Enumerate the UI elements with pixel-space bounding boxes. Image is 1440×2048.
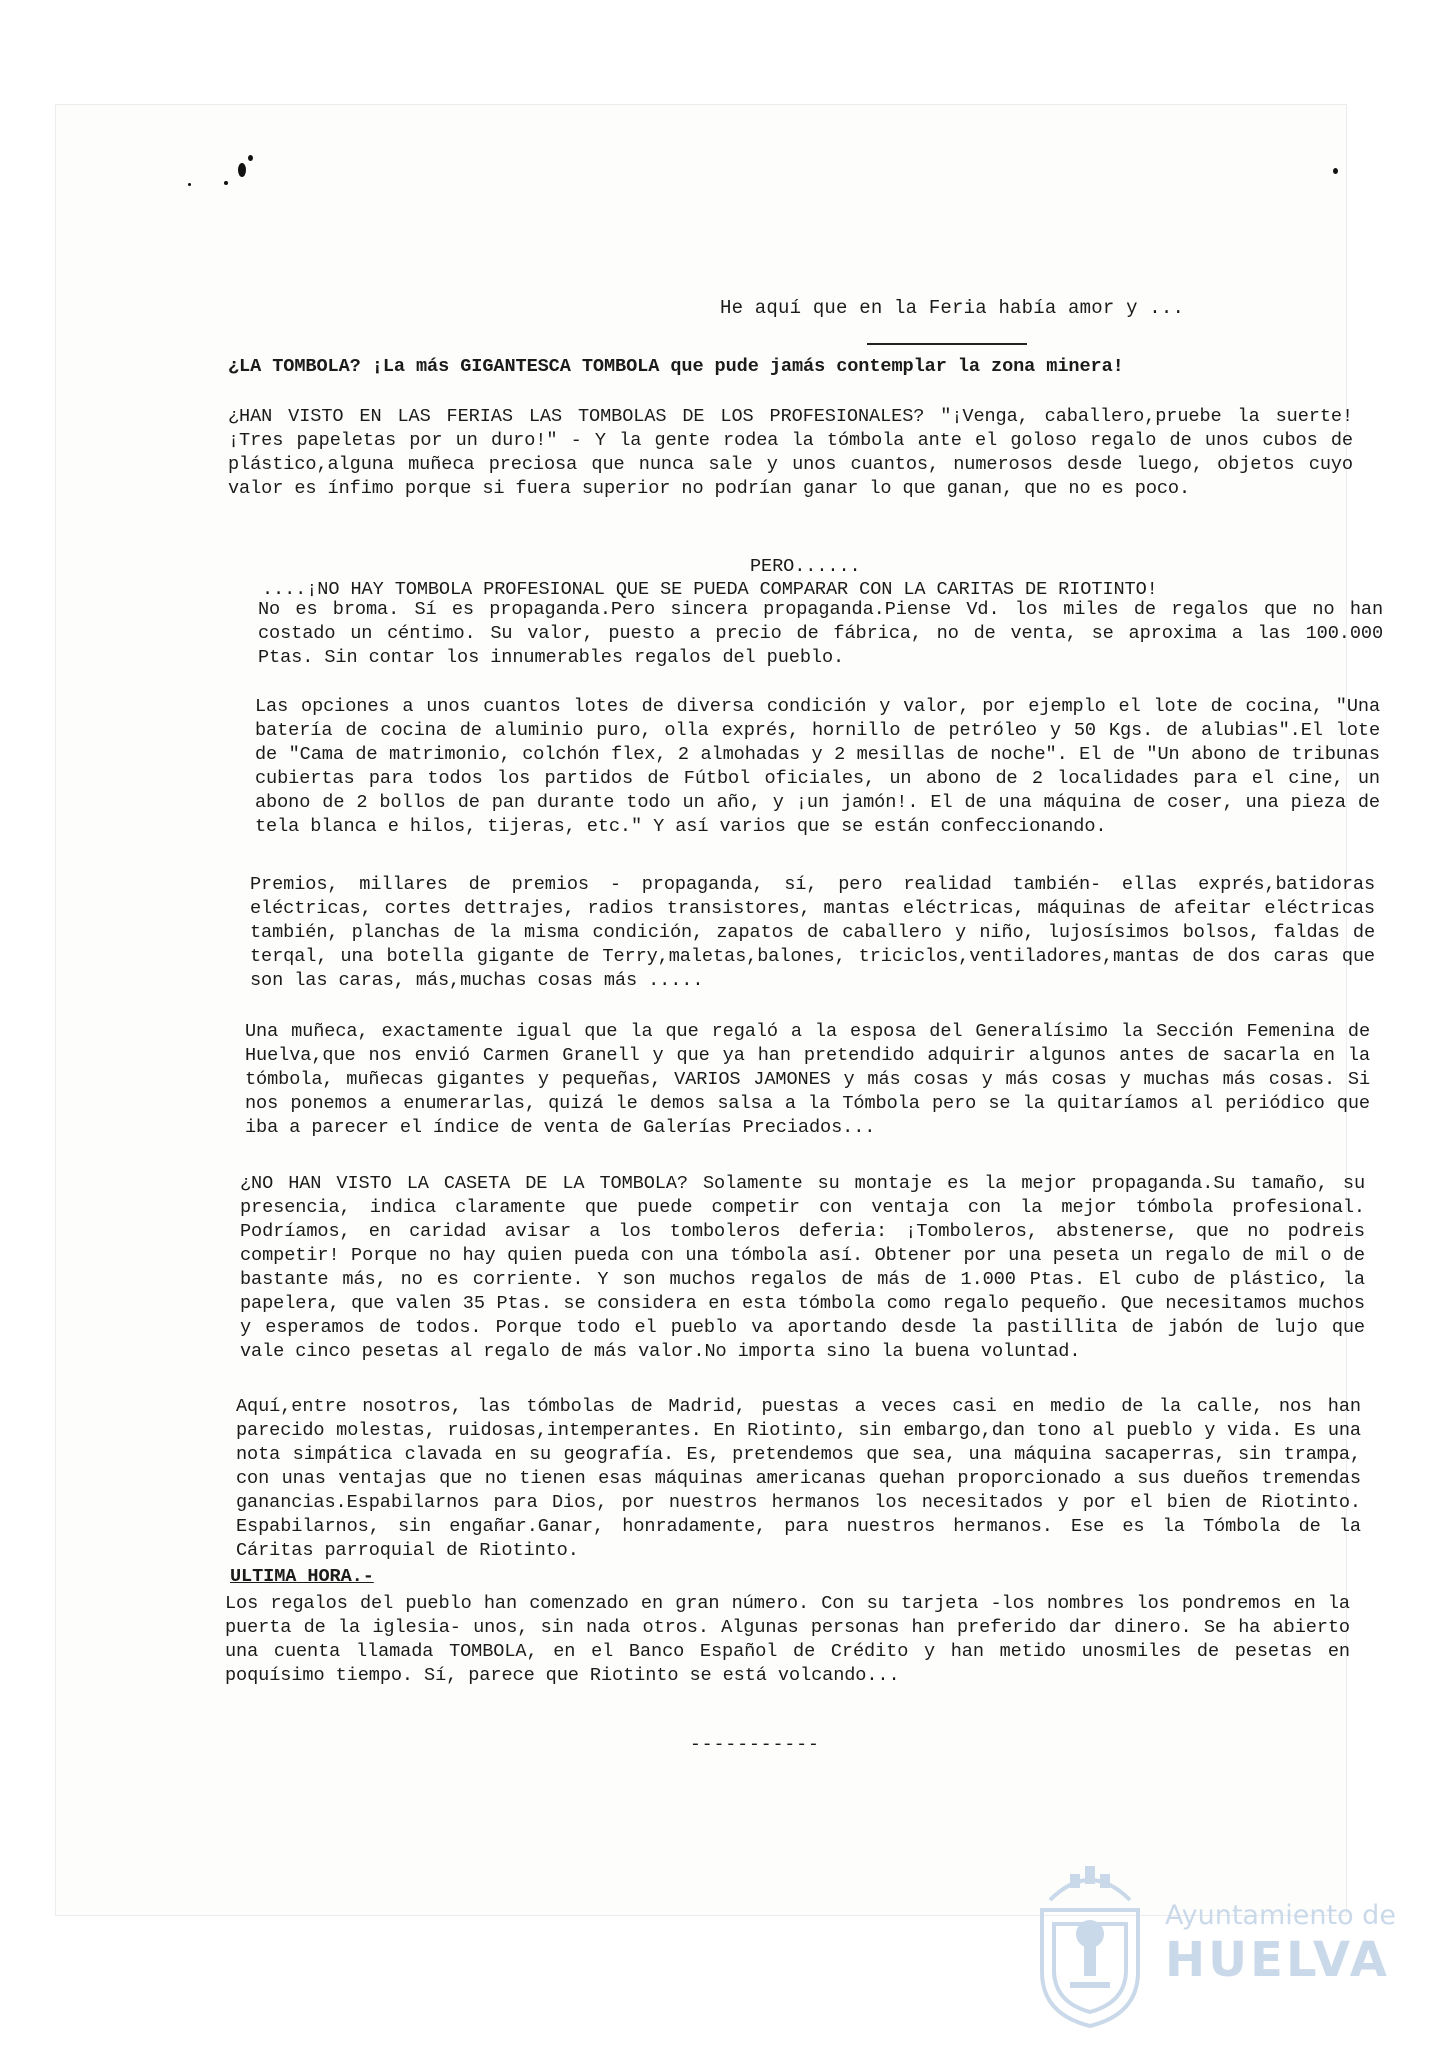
paragraph-muneca: Una muñeca, exactamente igual que la que regaló a la esposa del Generalísimo la Sección Femenina de Huelva,que nos envió Carmen Granell y que ya han pretendido adquirir algunos antes de sacarla en la tómbola, muñecas gigantes y pequeñas, VARIOS JAMONES y más cosas y más cosas y muchas más cosas. Si nos ponemos a enumerarlas, quizá le demos salsa a la Tómbola pero se la quitaríamos al periódico que iba a parecer el índice de venta de Galerías Preciados... [245,1021,1370,1138]
end-mark: ----------- [690,1735,820,1755]
ink-blot [224,181,228,185]
paragraph-caseta: ¿NO HAN VISTO LA CASETA DE LA TOMBOLA? Solamente su montaje es la mejor propaganda.Su tamaño, su presencia, indica claramente que puede competir con ventaja con la mejor tómbola profesional. Podríamos, en caridad avisar a los tomboleros deferia: ¡Tomboleros, abstenerse, que no podreis competir! Porque no hay quien pueda con una tómbola así. Obtener por una peseta un regalo de mil o de bastante más, no es corriente. Y son muchos regalos de más de 1.000 Ptas. El cubo de plástico, la papelera, que valen 35 Ptas. se considera en esta tómbola como regalo pequeño. Que necesitamos muchos y esperamos de todos. Porque todo el pueblo va aportando desde la pastillita de jabón de lujo que vale cinco pesetas al regalo de más valor.No importa sino la buena voluntad. [240,1173,1365,1362]
heading-rule [867,343,1027,345]
paragraph-premios: Premios, millares de premios - propaganda, sí, pero realidad también- ellas exprés,batidoras eléctricas, cortes dettrajes, radios transistores, mantas eléctricas, máquinas de afeitar eléctricas también, planchas de la misma condición, zapatos de caballero y niño, lujosísimos bolsos, faldas de terqal, una botella gigante de Terry,maletas,balones, triciclos,ventiladores,mantas de dos caras que son las caras, más,muchas cosas más ..... [250,874,1375,991]
watermark-line-2: HUELVA [1165,1932,1390,1988]
section-title-ultima-hora: ULTIMA HORA.- [230,1566,374,1587]
ink-blot [238,163,246,177]
paragraph-professionals: ¿HAN VISTO EN LAS FERIAS LAS TOMBOLAS DE LOS PROFESIONALES? "¡Venga, caballero,pruebe la suerte! ¡Tres papeletas por un duro!" - Y la gente rodea la tómbola ante el goloso regalo de unos cubos de plástico,alguna muñeca preciosa que nunca sale y unos cuantos, numerosos desde luego, objetos cuyo valor es ínfimo porque si fuera superior no podrían ganar lo que ganan, que no es poco. [228,406,1353,499]
paragraph-caritas-heading: ....¡NO HAY TOMBOLA PROFESIONAL QUE SE PUEDA COMPARAR CON LA CARITAS DE RIOTINTO! [262,579,1158,600]
ink-blot [1333,168,1338,174]
watermark [1030,1850,1396,2040]
paragraph-intro: ¿LA TOMBOLA? ¡La más GIGANTESCA TOMBOLA que pude jamás contemplar la zona minera! [228,356,1124,377]
paragraph-opciones: Las opciones a unos cuantos lotes de diversa condición y valor, por ejemplo el lote de cocina, "Una batería de cocina de aluminio puro, olla exprés, hornillo de petróleo y 50 Kgs. de alubias".El lote de "Cama de matrimonio, colchón flex, 2 almohadas y 2 mesillas de noche". El de "Un abono de tribunas cubiertas para todos los partidos de Fútbol oficiales, un abono de 2 localidades para el cine, un abono de 2 bollos de pan durante todo un año, y ¡un jamón!. El de una máquina de coser, una pieza de tela blanca e hilos, tijeras, etc." Y así varios que se están confeccionando. [255,696,1380,837]
coat-of-arms-icon [1030,1854,1150,2034]
document-heading: He aquí que en la Feria había amor y ... [720,297,1185,319]
paragraph-aqui: Aquí,entre nosotros, las tómbolas de Madrid, puestas a veces casi en medio de la calle, nos han parecido molestas, ruidosas,intemperantes. En Riotinto, sin embargo,dan tono al pueblo y vida. Es una nota simpática clavada en su geografía. Es, pretendemos que sea, una máquina sacaperras, sin trampa, con unas ventajas que no tienen esas máquinas americanas quehan proporcionado a sus dueños tremendas ganancias.Espabilarnos para Dios, por nuestros hermanos los necesitados y por el bien de Riotinto. Espabilarnos, sin engañar.Ganar, honradamente, para nuestros hermanos. Ese es la Tómbola de la Cáritas parroquial de Riotinto. [236,1396,1361,1561]
paragraph-ultima-hora: Los regalos del pueblo han comenzado en gran número. Con su tarjeta -los nombres los pondremos en la puerta de la iglesia- unos, sin nada otros. Algunas personas han preferido dar dinero. Se ha abierto una cuenta llamada TOMBOLA, en el Banco Español de Crédito y han metido unosmiles de pesetas en poquísimo tiempo. Sí, parece que Riotinto se está volcando... [225,1593,1350,1686]
paragraph-pero: PERO...... [750,556,861,577]
ink-blot [248,155,253,161]
watermark-line-1: Ayuntamiento de [1165,1900,1396,1931]
paragraph-propaganda: No es broma. Sí es propaganda.Pero sincera propaganda.Piense Vd. los miles de regalos que no han costado un céntimo. Su valor, puesto a precio de fábrica, no de venta, se aproxima a las 100.000 Ptas. Sin contar los innumerables regalos del pueblo. [258,599,1383,668]
ink-blot [188,183,191,186]
